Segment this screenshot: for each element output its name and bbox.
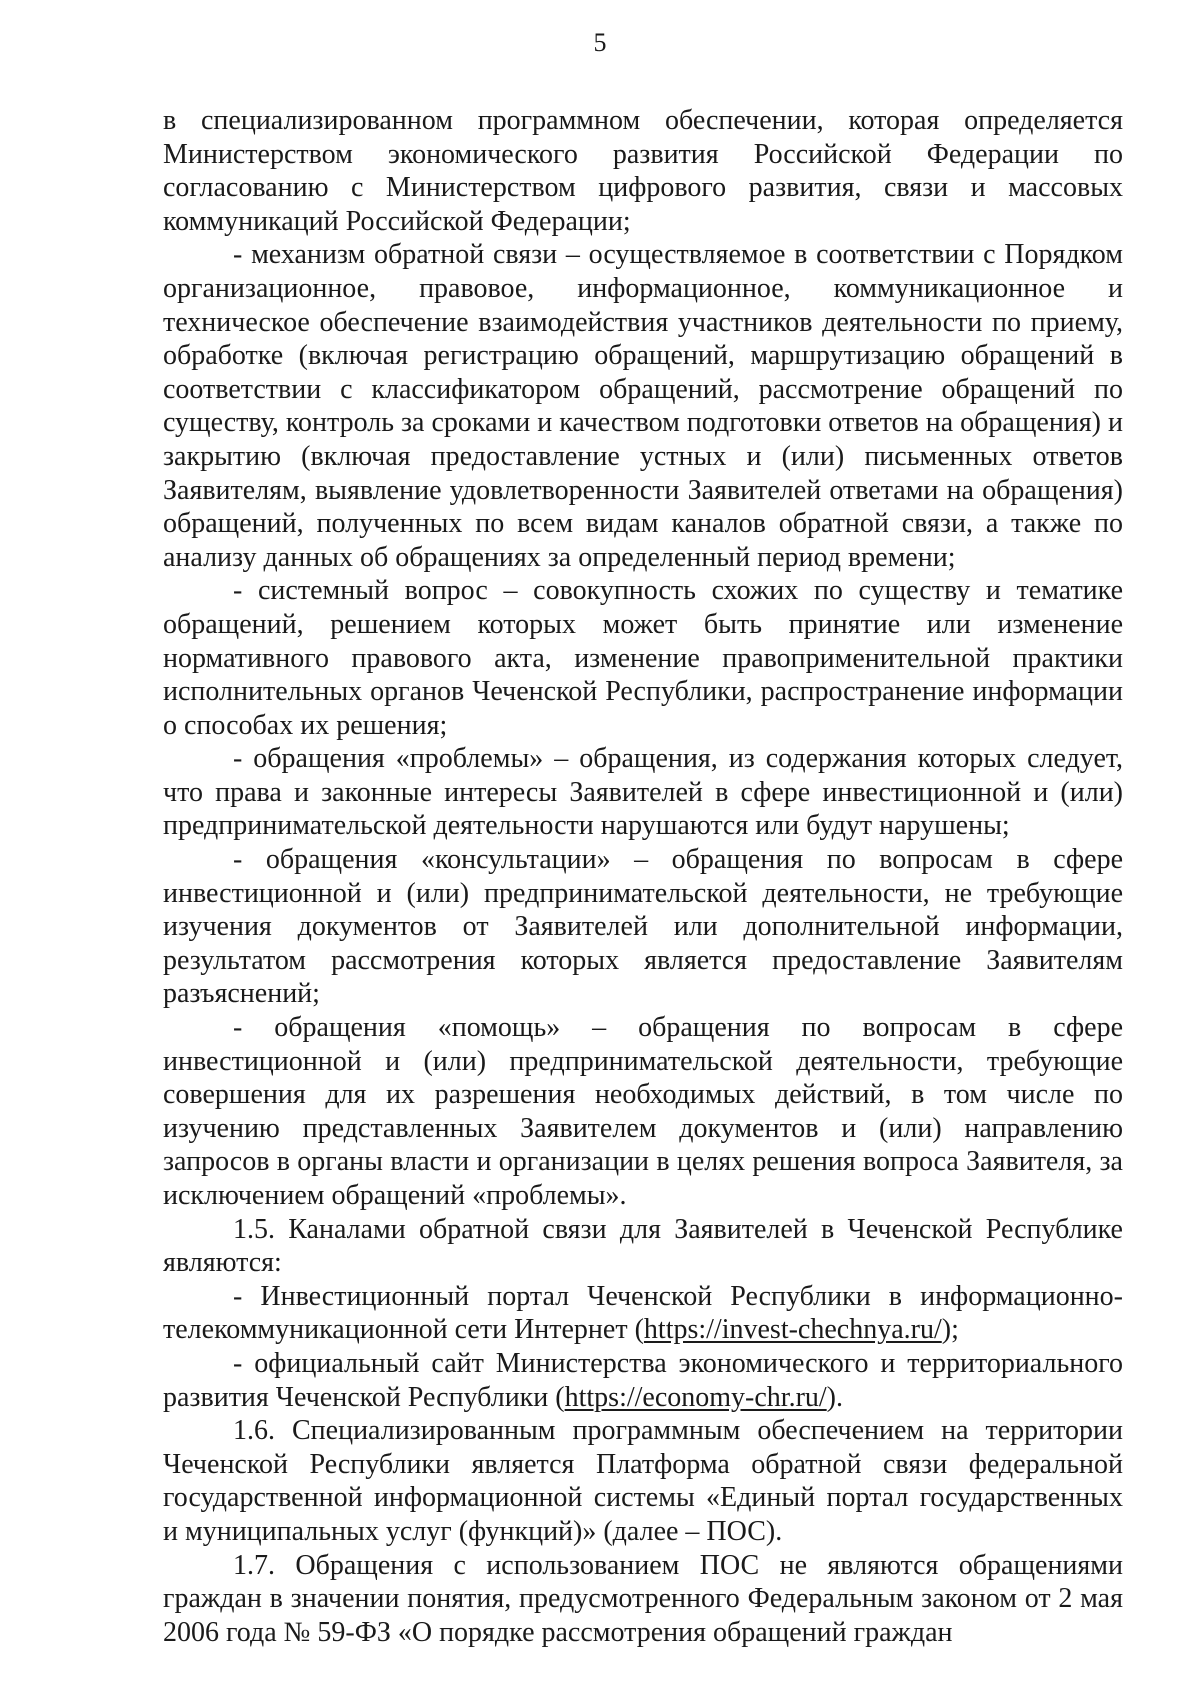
paragraph-definition-feedback-mechanism: - механизм обратной связи – осуществляемое в соответствии с Порядком организационное, правовое, информационное, коммуникационное и техническое обеспечение взаимодействия участников деятельности по приему, обработке (включая регистрацию обращений, маршрутизацию обращений в соответствии с классификатором обращений, рассмотрение обращений по существу, контроль за сроками и качеством подготовки ответов на обращения) и закрытию (включая предоставление устных и (или) письменных ответов Заявителям, выявление удовлетворенности Заявителей ответами на обращения) обращений, полученных по всем видам каналов обратной связи, а также по анализу данных об обращениях за определенный период времени; (163, 239, 1123, 573)
page-number: 5 (593, 28, 607, 57)
paragraph-channel-ministry-site (163, 1347, 1123, 1414)
channel-invest-portal-text: - Инвестиционный портал Чеченской Республики в информационно-телекоммуникационной сети Интернет ( (163, 1280, 1123, 1346)
paragraph-continuation: в специализированном программном обеспечении, которая определяется Министерством экономического развития Российской Федерации по согласованию с Министерством цифрового развития, связи и массовых коммуникаций Российской Федерации; (163, 105, 1123, 237)
paragraph-definition-system-issue: - системный вопрос – совокупность схожих по существу и тематике обращений, решением которых может быть принятие или изменение нормативного правового акта, изменение правоприменительной практики исполнительных органов Чеченской Республики, распространение информации о способах их решения; (163, 575, 1123, 741)
paragraph-1-5-channels: 1.5. Каналами обратной связи для Заявителей в Чеченской Республике являются: (163, 1213, 1123, 1279)
paragraph-channel-invest-portal (163, 1280, 1123, 1347)
paragraph-definition-problems: - обращения «проблемы» – обращения, из содержания которых следует, что права и законные интересы Заявителей в сфере инвестиционной и (или) предпринимательской деятельности нарушаются или будут нарушены; (163, 743, 1123, 842)
paragraph-definition-help: - обращения «помощь» – обращения по вопросам в сфере инвестиционной и (или) предпринимательской деятельности, требующие совершения для их разрешения необходимых действий, в том числе по изучению представленных Заявителем документов и (или) направлению запросов в органы власти и организации в целях решения вопроса Заявителя, за исключением обращений «проблемы». (163, 1012, 1123, 1211)
paragraph-definition-consultations: - обращения «консультации» – обращения по вопросам в сфере инвестиционной и (или) предпринимательской деятельности, не требующие изучения документов от Заявителей или дополнительной информации, результатом рассмотрения которых является предоставление Заявителям разъяснений; (163, 844, 1123, 1010)
channel-ministry-site-text: - официальный сайт Министерства экономического и территориального развития Чеченской Республики ( (163, 1347, 1123, 1413)
channel-ministry-site-tail: ). (826, 1381, 843, 1413)
paragraph-1-6-software: 1.6. Специализированным программным обеспечением на территории Чеченской Республики является Платформа обратной связи федеральной государственной информационной системы «Единый портал государственных и муниципальных услуг (функций)» (далее – ПОС). (163, 1415, 1123, 1547)
channel-invest-portal-tail: ); (941, 1314, 959, 1346)
invest-portal-link[interactable]: https://invest-chechnya.ru/ (643, 1314, 942, 1346)
ministry-site-link[interactable]: https://economy-chr.ru/ (564, 1381, 827, 1413)
document-body (163, 104, 1123, 1649)
paragraph-1-7-appeals: 1.7. Обращения с использованием ПОС не являются обращениями граждан в значении понятия, предусмотренного Федеральным законом от 2 мая 2006 года № 59-ФЗ «О порядке рассмотрения обращений граждан (163, 1549, 1123, 1648)
